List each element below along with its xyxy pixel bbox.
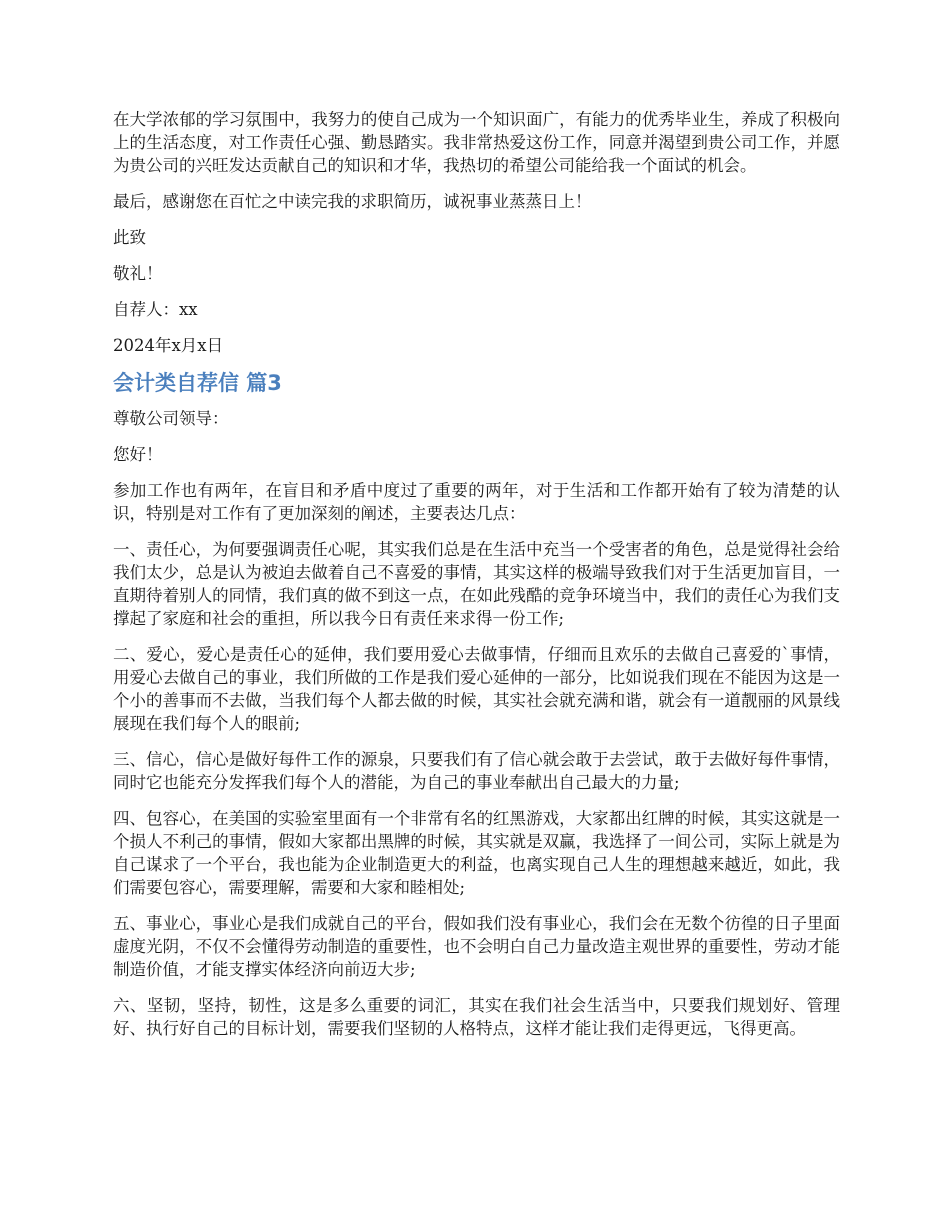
greeting-line: 尊敬公司领导： xyxy=(113,409,229,428)
closing-regards: 敬礼！ xyxy=(113,264,163,283)
closing-salutation: 此致 xyxy=(113,228,146,247)
document-page xyxy=(113,108,840,1053)
date-line: 2024年x月x日 xyxy=(113,336,224,355)
paragraph-perseverance: 六、坚韧，坚持，韧性，这是多么重要的词汇，其实在我们社会生活当中，只要我们规划好、管理好、执行好自己的目标计划，需要我们坚韧的人格特点，这样才能让我们走得更远，飞得更高。 xyxy=(113,996,840,1038)
section-heading: 会计类自荐信 篇3 xyxy=(113,371,282,395)
paragraph-confidence: 三、信心，信心是做好每件工作的源泉，只要我们有了信心就会敢于去尝试，敢于去做好每件事情，同时它也能充分发挥我们每个人的潜能，为自己的事业奉献出自己最大的力量; xyxy=(113,750,840,792)
signature-line: 自荐人：xx xyxy=(113,300,198,319)
paragraph-career: 五、事业心，事业心是我们成就自己的平台，假如我们没有事业心，我们会在无数个彷徨的日子里面虚度光阴，不仅不会懂得劳动制造的重要性，也不会明白自己力量改造主观世界的重要性，劳动才能制造价值，才能支撑实体经济向前迈大步; xyxy=(113,914,840,979)
paragraph-closing-thanks: 最后，感谢您在百忙之中读完我的求职简历，诚祝事业蒸蒸日上！ xyxy=(113,192,592,211)
paragraph-tolerance: 四、包容心，在美国的实验室里面有一个非常有名的红黑游戏，大家都出红牌的时候，其实这就是一个损人不利己的事情，假如大家都出黑牌的时候，其实就是双赢，我选择了一间公司，实际上就是为自己谋求了一个平台，我也能为企业制造更大的利益，也离实现自己人生的理想越来越近，如此，我们需要包容心，需要理解，需要和大家和睦相处; xyxy=(113,809,840,897)
paragraph-love: 二、爱心，爱心是责任心的延伸，我们要用爱心去做事情，仔细而且欢乐的去做自己喜爱的`事情，用爱心去做自己的事业，我们所做的工作是我们爱心延伸的一部分，比如说我们现在不能因为这是一个小的善事而不去做，当我们每个人都去做的时候，其实社会就充满和谐，就会有一道靓丽的风景线展现在我们每个人的眼前; xyxy=(113,645,840,733)
hello-line: 您好！ xyxy=(113,445,163,464)
paragraph-responsibility: 一、责任心，为何要强调责任心呢，其实我们总是在生活中充当一个受害者的角色，总是觉得社会给我们太少，总是认为被迫去做着自己不喜爱的事情，其实这样的极端导致我们对于生活更加盲目，一直期待着别人的同情，我们真的做不到这一点，在如此残酷的竞争环境当中，我们的责任心为我们支撑起了家庭和社会的重担，所以我今日有责任来求得一份工作; xyxy=(113,540,840,628)
paragraph-intro: 参加工作也有两年，在盲目和矛盾中度过了重要的两年，对于生活和工作都开始有了较为清楚的认识，特别是对工作有了更加深刻的阐述，主要表达几点： xyxy=(113,481,840,523)
paragraph-study-atmosphere: 在大学浓郁的学习氛围中，我努力的使自己成为一个知识面广，有能力的优秀毕业生，养成了积极向上的生活态度，对工作责任心强、勤恳踏实。我非常热爱这份工作，同意并渴望到贵公司工作，并愿为贵公司的兴旺发达贡献自己的知识和才华，我热切的希望公司能给我一个面试的机会。 xyxy=(113,110,840,175)
